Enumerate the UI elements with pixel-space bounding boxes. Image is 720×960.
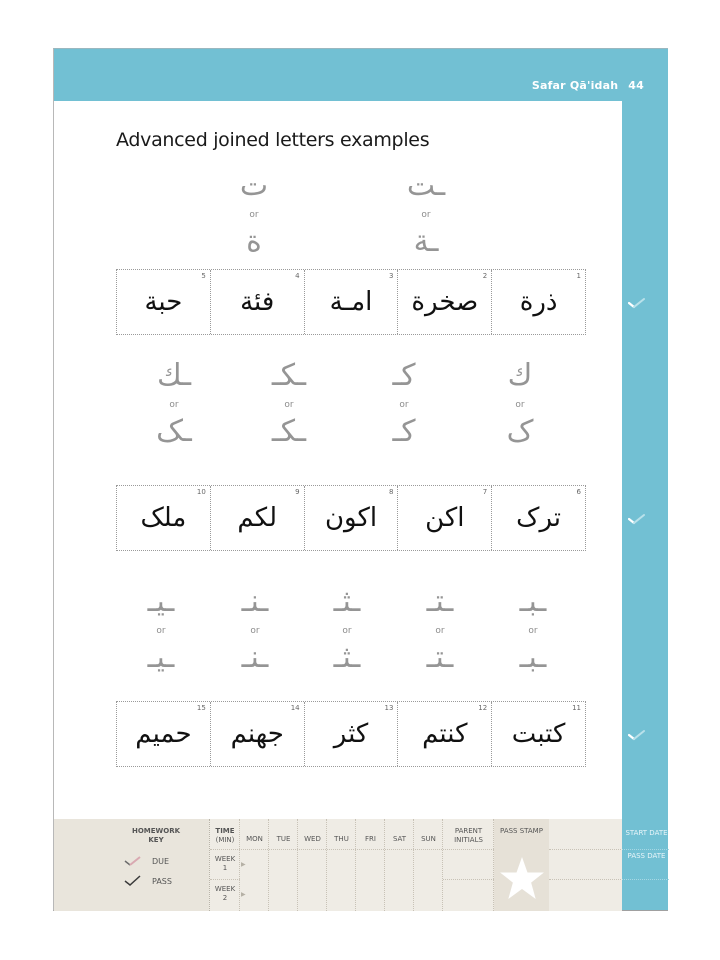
letter-form-top: ـت <box>406 168 446 203</box>
word-cell <box>491 270 585 334</box>
letter-form-bottom: ـثـ <box>333 640 361 675</box>
word-number: 14 <box>290 704 300 712</box>
or-label: or <box>528 626 538 636</box>
arabic-word: ترک <box>516 503 562 533</box>
row-check-icon[interactable] <box>628 729 646 741</box>
word-row-3 <box>116 701 586 767</box>
start-date-label: START DATE <box>625 829 668 837</box>
week-number: 2 <box>222 894 228 902</box>
or-label: or <box>284 400 294 410</box>
letter-form-column <box>396 169 456 259</box>
letter-form-top: ت <box>239 168 269 203</box>
word-cell <box>304 702 398 766</box>
word-cell <box>304 486 398 550</box>
word-number: 8 <box>388 488 394 496</box>
word-cell <box>491 486 585 550</box>
word-number: 5 <box>201 272 206 280</box>
or-label: or <box>249 210 259 220</box>
arabic-word: اکون <box>324 503 378 533</box>
word-cell <box>397 486 491 550</box>
word-number: 12 <box>478 704 488 712</box>
arabic-word: حميم <box>135 719 192 749</box>
day-header: THU <box>334 835 349 843</box>
word-cell <box>491 702 585 766</box>
word-number: 1 <box>576 272 581 280</box>
homework-key-title: HOMEWORK KEY <box>131 827 181 844</box>
letter-form-bottom: ـکـ <box>271 414 307 449</box>
day-header: MON <box>246 835 263 843</box>
arabic-word: کثر <box>333 719 369 749</box>
or-label: or <box>250 626 260 636</box>
arabic-word: امـة <box>329 287 373 317</box>
time-label: TIME <box>215 827 235 835</box>
letter-form-column <box>410 585 470 675</box>
homework-tracker <box>54 819 622 911</box>
letter-form-column <box>317 585 377 675</box>
word-number: 4 <box>295 272 300 280</box>
letter-form-bottom: ـة <box>413 224 439 259</box>
letter-form-top: ـنـ <box>241 584 269 619</box>
date-labels <box>624 827 669 861</box>
word-number: 9 <box>295 488 300 496</box>
word-number: 15 <box>196 704 206 712</box>
week-1-label <box>211 855 239 873</box>
letter-form-bottom: ـک <box>156 414 192 449</box>
arabic-word: صخرة <box>411 287 479 317</box>
word-number: 10 <box>196 488 206 496</box>
content-area <box>54 101 622 819</box>
letter-form-top: ـيـ <box>147 584 175 619</box>
arabic-word: ذرة <box>519 287 558 317</box>
word-cell <box>397 270 491 334</box>
arabic-word: اکن <box>425 503 465 533</box>
arabic-word: حبة <box>144 287 183 317</box>
time-header <box>210 827 240 845</box>
letter-form-column <box>490 359 550 449</box>
or-label: or <box>421 210 431 220</box>
letter-form-top: كـ <box>392 358 416 393</box>
arrow-right-icon: ▶ <box>241 861 246 868</box>
book-title: Safar Qā'idah <box>531 79 619 92</box>
row-check-icon[interactable] <box>628 513 646 525</box>
word-cell <box>304 270 398 334</box>
day-header: SAT <box>392 835 407 843</box>
letter-form-column <box>224 169 284 259</box>
word-number: 11 <box>572 704 581 712</box>
or-label: or <box>435 626 445 636</box>
worksheet-page <box>53 48 668 911</box>
word-number: 6 <box>576 488 581 496</box>
day-header: WED <box>304 835 321 843</box>
letter-form-bottom: ـيـ <box>147 640 175 675</box>
key-label: DUE <box>152 856 170 866</box>
week-text: WEEK <box>214 855 236 863</box>
word-cell <box>397 702 491 766</box>
arabic-word: لکم <box>237 503 277 533</box>
check-pass-icon <box>124 875 142 887</box>
week-text: WEEK <box>214 885 236 893</box>
key-label: PASS <box>152 876 172 886</box>
arabic-word: جهنم <box>230 719 284 749</box>
or-label: or <box>399 400 409 410</box>
day-header: SUN <box>421 835 436 843</box>
letter-form-column <box>259 359 319 449</box>
header-title <box>532 79 644 92</box>
or-label: or <box>515 400 525 410</box>
letter-form-top: ـكـ <box>271 358 307 393</box>
key-item-pass <box>124 875 172 887</box>
letter-form-bottom: ة <box>246 224 262 259</box>
word-cell <box>210 270 304 334</box>
word-cell <box>117 486 210 550</box>
word-number: 2 <box>482 272 488 280</box>
page-number: 44 <box>628 79 644 92</box>
parent-initials-header: PARENT INITIALS <box>454 827 483 844</box>
letter-form-column <box>374 359 434 449</box>
arabic-word: ملک <box>140 503 187 533</box>
section-title: Advanced joined letters examples <box>116 129 430 151</box>
letter-form-bottom: ـنـ <box>241 640 269 675</box>
letter-form-top: ـك <box>156 358 192 393</box>
week-number: 1 <box>222 864 228 872</box>
arabic-word: کنتم <box>422 719 468 749</box>
word-row-2 <box>116 485 586 551</box>
letter-form-top: ـبـ <box>519 584 547 619</box>
arabic-word: فئة <box>240 287 275 317</box>
tracker-grid <box>209 819 622 911</box>
word-cell <box>210 702 304 766</box>
word-number: 3 <box>388 272 394 280</box>
word-row-1 <box>116 269 586 335</box>
or-label: or <box>156 626 166 636</box>
letter-form-top: ـثـ <box>333 584 361 619</box>
letter-form-bottom: ک <box>506 414 534 449</box>
check-due-icon <box>124 855 142 867</box>
pass-stamp-header: PASS STAMP <box>500 827 543 835</box>
divider <box>622 849 669 850</box>
word-cell <box>117 702 210 766</box>
pass-date-label: PASS DATE <box>627 852 666 860</box>
letter-form-column <box>225 585 285 675</box>
word-number: 7 <box>482 488 488 496</box>
word-cell <box>210 486 304 550</box>
day-header: FRI <box>365 835 376 843</box>
letter-form-bottom: ـتـ <box>426 640 454 675</box>
letter-form-column <box>131 585 191 675</box>
letter-form-top: ـتـ <box>426 584 454 619</box>
letter-form-bottom: کـ <box>392 414 416 449</box>
or-label: or <box>342 626 352 636</box>
arabic-word: کتبت <box>511 719 566 749</box>
week-2-label <box>211 885 239 903</box>
time-unit: (MIN) <box>215 836 235 844</box>
or-label: or <box>169 400 179 410</box>
key-item-due <box>124 855 169 867</box>
arrow-right-icon: ▶ <box>241 891 246 898</box>
row-check-icon[interactable] <box>628 297 646 309</box>
letter-form-top: ك <box>507 358 533 393</box>
letter-form-column <box>503 585 563 675</box>
letter-form-column <box>144 359 204 449</box>
word-cell <box>117 270 210 334</box>
star-stamp-icon[interactable] <box>500 857 544 899</box>
word-number: 13 <box>384 704 394 712</box>
day-header: TUE <box>276 835 291 843</box>
divider <box>622 879 669 880</box>
letter-form-bottom: ـبـ <box>519 640 547 675</box>
